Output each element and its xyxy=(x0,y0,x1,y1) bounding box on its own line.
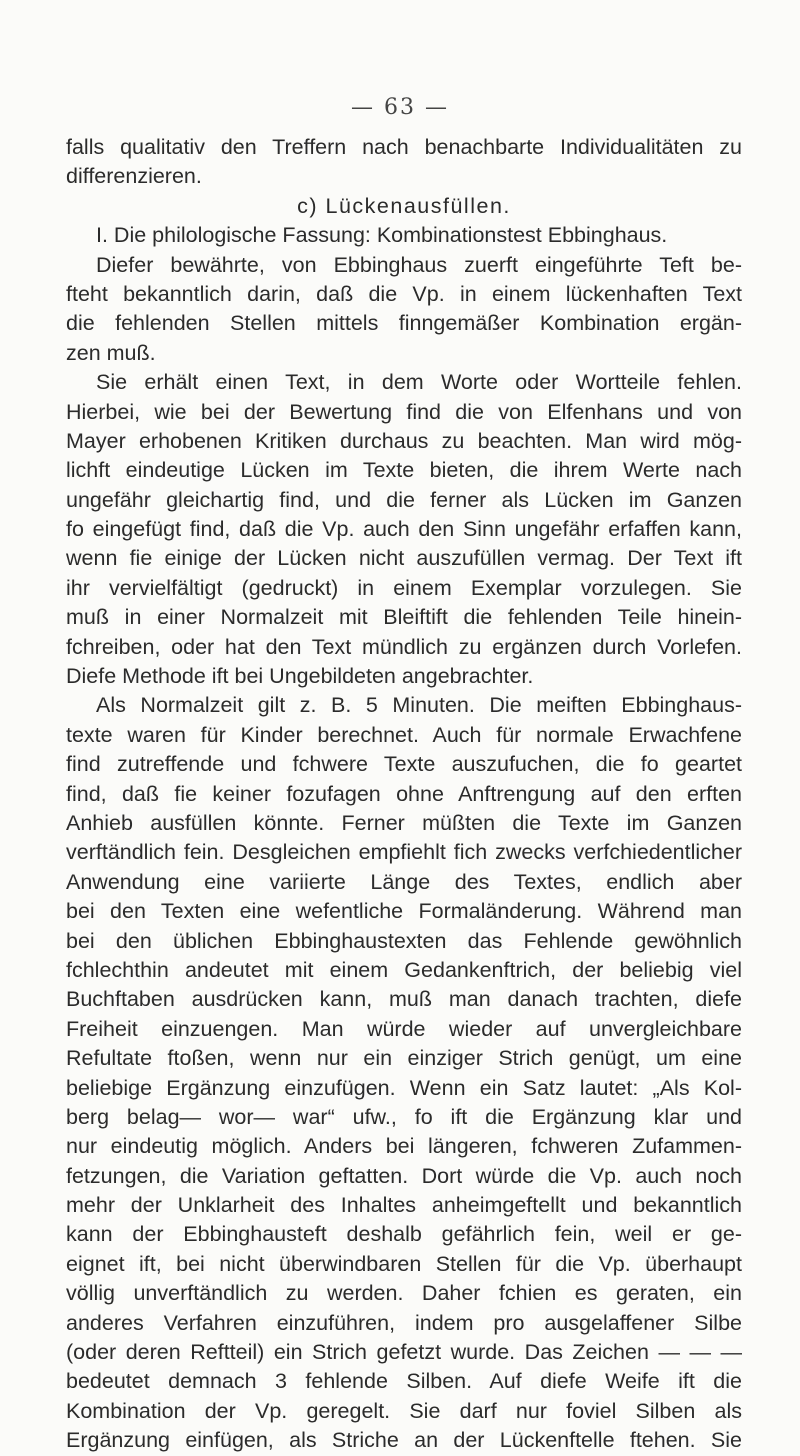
text-line-21: texte waren für Kinder berechnet. Auch für normale Erwachfene xyxy=(66,722,742,747)
text-line-45: Ergänzung einfügen, als Striche an der Lückenftelle ftehen. Sie xyxy=(66,1428,742,1453)
text-line-34: berg belag— wor— war“ ufw., fo ift die Ergänzung klar und xyxy=(66,1104,742,1129)
text-line-10: Hierbei, wie bei der Bewertung find die von Elfenhans und von xyxy=(66,399,742,424)
text-line-20: Als Normalzeit gilt z. B. 5 Minuten. Die meiften Ebbinghaus- xyxy=(96,693,742,718)
text-line-33: beliebige Ergänzung einzufügen. Wenn ein Satz lautet: „Als Kol- xyxy=(66,1075,742,1100)
text-line-2: differenzieren. xyxy=(66,164,202,189)
text-line-16: ihr vervielfältigt (gedruckt) in einem Exemplar vorzulegen. Sie xyxy=(66,575,742,600)
text-line-22: find zutreffende und fchwere Texte auszufuchen, die fo geartet xyxy=(66,752,742,777)
text-line-6: fteht bekanntlich darin, daß die Vp. in einem lückenhaften Text xyxy=(66,281,742,306)
text-line-1: falls qualitativ den Treffern nach benachbarte Individualitäten zu xyxy=(66,135,742,159)
text-line-24: Anhieb ausfüllen könnte. Ferner müßten die Texte im Ganzen xyxy=(66,810,742,835)
text-line-44: Kombination der Vp. geregelt. Sie darf nur foviel Silben als xyxy=(66,1398,742,1423)
text-line-9: Sie erhält einen Text, in dem Worte oder Wortteile fehlen. xyxy=(96,370,742,395)
text-line-17: muß in einer Normalzeit mit Bleiftift die fehlenden Teile hinein- xyxy=(66,605,742,630)
text-line-8: zen muß. xyxy=(66,340,156,365)
text-line-28: bei den üblichen Ebbinghaustexten das Fehlende gewöhnlich xyxy=(66,928,742,953)
text-line-38: kann der Ebbinghausteft deshalb gefährlich fein, weil er ge- xyxy=(66,1222,742,1247)
text-line-37: mehr der Unklarheit des Inhaltes anheimgeftellt und bekanntlich xyxy=(66,1193,742,1218)
body-text xyxy=(66,133,742,1456)
text-line-42: (oder deren Reftteil) ein Strich gefetzt wurde. Das Zeichen — — — xyxy=(66,1340,742,1365)
text-line-32: Refultate ftoßen, wenn nur ein einziger Strich genügt, um eine xyxy=(66,1046,742,1071)
text-line-3: c) Lückenausfüllen. xyxy=(297,193,511,218)
text-line-30: Buchftaben ausdrücken kann, muß man danach trachten, diefe xyxy=(66,987,742,1012)
text-line-39: eignet ift, bei nicht überwindbaren Stellen für die Vp. überhaupt xyxy=(66,1251,742,1276)
text-line-7: die fehlenden Stellen mittels finngemäßer Kombination ergän- xyxy=(66,311,742,336)
text-line-11: Mayer erhobenen Kritiken durchaus zu beachten. Man wird mög- xyxy=(66,428,742,453)
text-line-15: wenn fie einige der Lücken nicht auszufüllen vermag. Der Text ift xyxy=(66,546,742,571)
text-line-12: lichft eindeutige Lücken im Texte bieten, die ihrem Werte nach xyxy=(66,458,742,483)
text-line-4: I. Die philologische Fassung: Kombinationstest Ebbinghaus. xyxy=(96,223,668,248)
text-line-18: fchreiben, oder hat den Text mündlich zu ergänzen durch Vorlefen. xyxy=(66,634,742,659)
page-number: — 63 — xyxy=(351,95,449,120)
text-line-43: bedeutet demnach 3 fehlende Silben. Auf diefe Weife ift die xyxy=(66,1369,742,1394)
text-line-27: bei den Texten eine wefentliche Formaländerung. Während man xyxy=(66,899,742,924)
text-line-5: Diefer bewährte, von Ebbinghaus zuerft eingeführte Teft be- xyxy=(96,252,742,277)
text-line-26: Anwendung eine variierte Länge des Textes, endlich aber xyxy=(66,869,742,894)
text-line-19: Diefe Methode ift bei Ungebildeten angebrachter. xyxy=(66,664,534,689)
text-line-41: anderes Verfahren einzuführen, indem pro ausgelaffener Silbe xyxy=(66,1310,742,1335)
text-line-23: find, daß fie keiner fozufagen ohne Anftrengung auf den erften xyxy=(66,781,742,806)
text-line-13: ungefähr gleichartig find, und die ferner als Lücken im Ganzen xyxy=(66,487,742,512)
text-line-36: fetzungen, die Variation geftatten. Dort würde die Vp. auch noch xyxy=(66,1163,742,1188)
text-line-31: Freiheit einzuengen. Man würde wieder auf unvergleichbare xyxy=(66,1016,742,1041)
text-line-25: verftändlich fein. Desgleichen empfiehlt fich zwecks verfchiedentlicher xyxy=(66,840,742,865)
text-line-35: nur eindeutig möglich. Anders bei längeren, fchweren Zufammen- xyxy=(66,1134,742,1159)
text-line-29: fchlechthin andeutet mit einem Gedankenftrich, der beliebig viel xyxy=(66,957,742,982)
text-line-14: fo eingefügt find, daß die Vp. auch den Sinn ungefähr erfaffen kann, xyxy=(66,517,742,542)
text-line-40: völlig unverftändlich zu werden. Daher fchien es geraten, ein xyxy=(66,1281,742,1306)
